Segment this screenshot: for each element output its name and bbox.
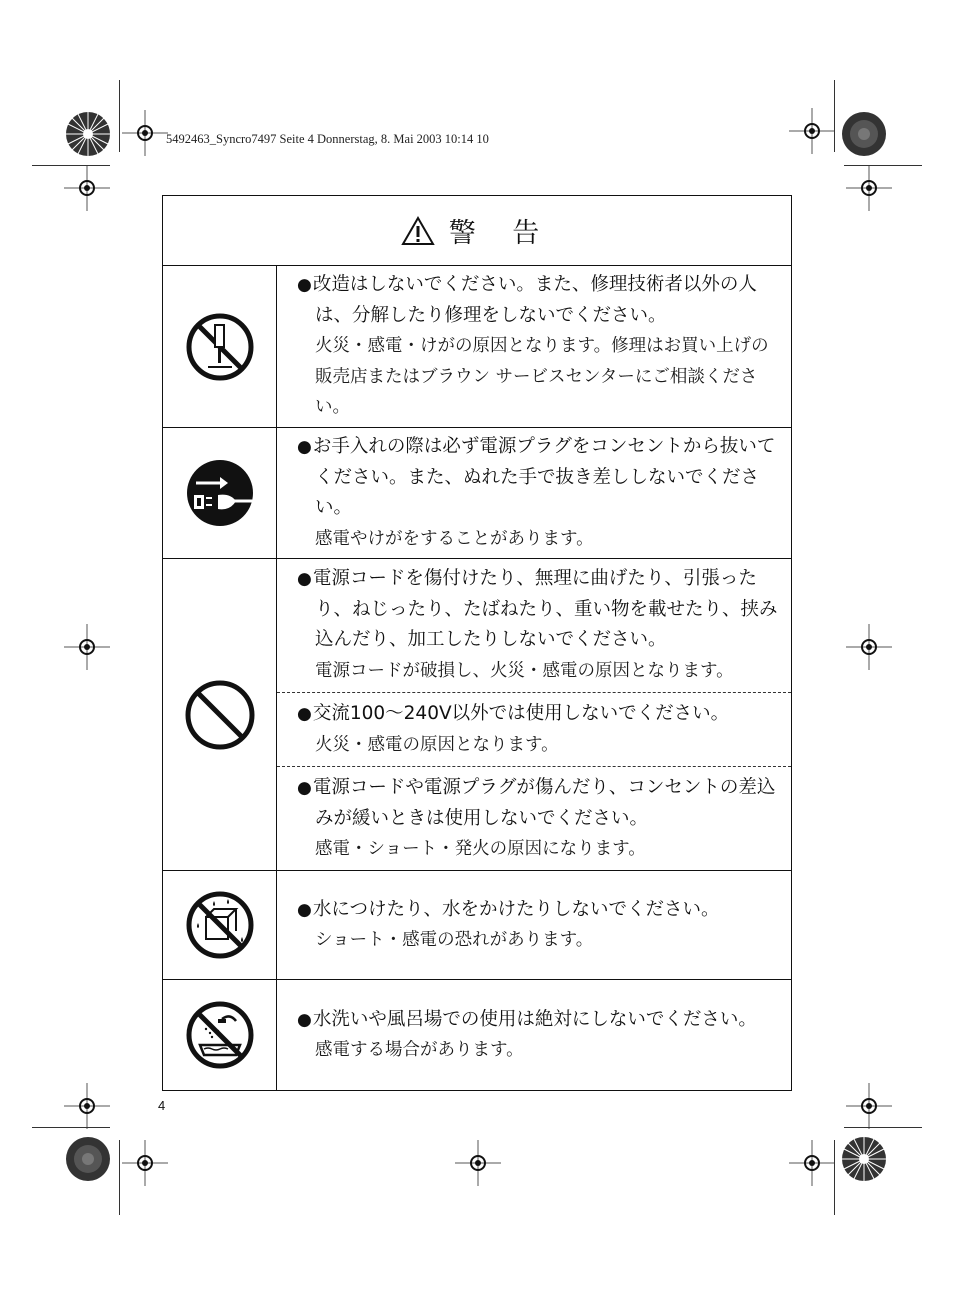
warning-sub-text: 感電・ショート・発火の原因になります。 — [315, 839, 646, 860]
warning-main-text: ● 交流100〜240V以外では使用しないでください。 — [297, 699, 781, 730]
no-bathroom-use-icon — [184, 999, 256, 1071]
warning-title: 警 告 — [448, 218, 554, 249]
warning-triangle-icon — [401, 216, 435, 246]
crop-line — [32, 165, 110, 166]
no-water-splash-icon — [184, 889, 256, 961]
print-slug: 5492463_Syncro7497 Seite 4 Donnerstag, 8. Mai 2003 10:14 10 — [166, 132, 489, 146]
warning-sub-text: 火災・感電・けがの原因となります。修理はお買い上げの販売店またはブラウン サービスセンターにご相談ください。 — [315, 336, 769, 418]
crosshair-mark-icon — [122, 110, 168, 156]
registration-mark-icon — [64, 1135, 112, 1183]
warning-main-text: ● 水につけたり、水をかけたりしないでください。 — [297, 895, 781, 926]
warning-sub-text: 火災・感電の原因となります。 — [315, 734, 559, 755]
crosshair-mark-icon — [846, 165, 892, 211]
crosshair-mark-icon — [455, 1140, 501, 1186]
warning-row — [163, 559, 791, 871]
crosshair-mark-icon — [789, 1140, 835, 1186]
crosshair-mark-icon — [122, 1140, 168, 1186]
crosshair-mark-icon — [789, 108, 835, 154]
warning-sub-text: 電源コードが破損し、火災・感電の原因となります。 — [315, 660, 734, 681]
warning-main-text: ● 改造はしないでください。また、修理技術者以外の人は、分解したり修理をしないでください。 — [297, 270, 781, 331]
warning-row — [163, 871, 791, 980]
crop-line — [119, 80, 120, 152]
warning-main-text: ● 電源コードや電源プラグが傷んだり、コンセントの差込みが緩いときは使用しないでください。 — [297, 773, 781, 834]
unplug-icon — [184, 457, 256, 529]
crop-line — [834, 80, 835, 152]
crop-line — [844, 1127, 922, 1128]
warning-row — [163, 980, 791, 1090]
warning-sub-text: 感電やけがをすることがあります。 — [315, 528, 594, 549]
crosshair-mark-icon — [64, 1083, 110, 1129]
warning-main-text: ● 水洗いや風呂場での使用は絶対にしないでください。 — [297, 1005, 781, 1036]
warning-sub-text: 感電する場合があります。 — [315, 1040, 524, 1060]
crop-line — [119, 1140, 120, 1215]
crosshair-mark-icon — [846, 624, 892, 670]
warning-title-row — [163, 196, 791, 266]
crosshair-mark-icon — [846, 1083, 892, 1129]
warning-box — [162, 195, 792, 1091]
registration-mark-icon — [840, 110, 888, 158]
crop-line — [834, 1140, 835, 1215]
registration-mark-icon — [64, 110, 112, 158]
page-number: 4 — [158, 1098, 166, 1113]
warning-main-text: ● 電源コードを傷付けたり、無理に曲げたり、引張ったり、ねじったり、たばねたり、重い物を載せたり、挟み込んだり、加工したりしないでください。 — [297, 564, 781, 656]
warning-row — [163, 266, 791, 428]
registration-mark-icon — [840, 1135, 888, 1183]
warning-main-text: ● お手入れの際は必ず電源プラグをコンセントから抜いてください。また、ぬれた手で抜き差ししないでください。 — [297, 432, 781, 524]
warning-row — [163, 428, 791, 559]
prohibited-icon — [183, 678, 257, 752]
no-disassembly-icon — [184, 311, 256, 383]
crop-line — [32, 1127, 110, 1128]
warning-sub-text: ショート・感電の恐れがあります。 — [315, 930, 594, 950]
crop-line — [844, 165, 922, 166]
crosshair-mark-icon — [64, 624, 110, 670]
crosshair-mark-icon — [64, 165, 110, 211]
